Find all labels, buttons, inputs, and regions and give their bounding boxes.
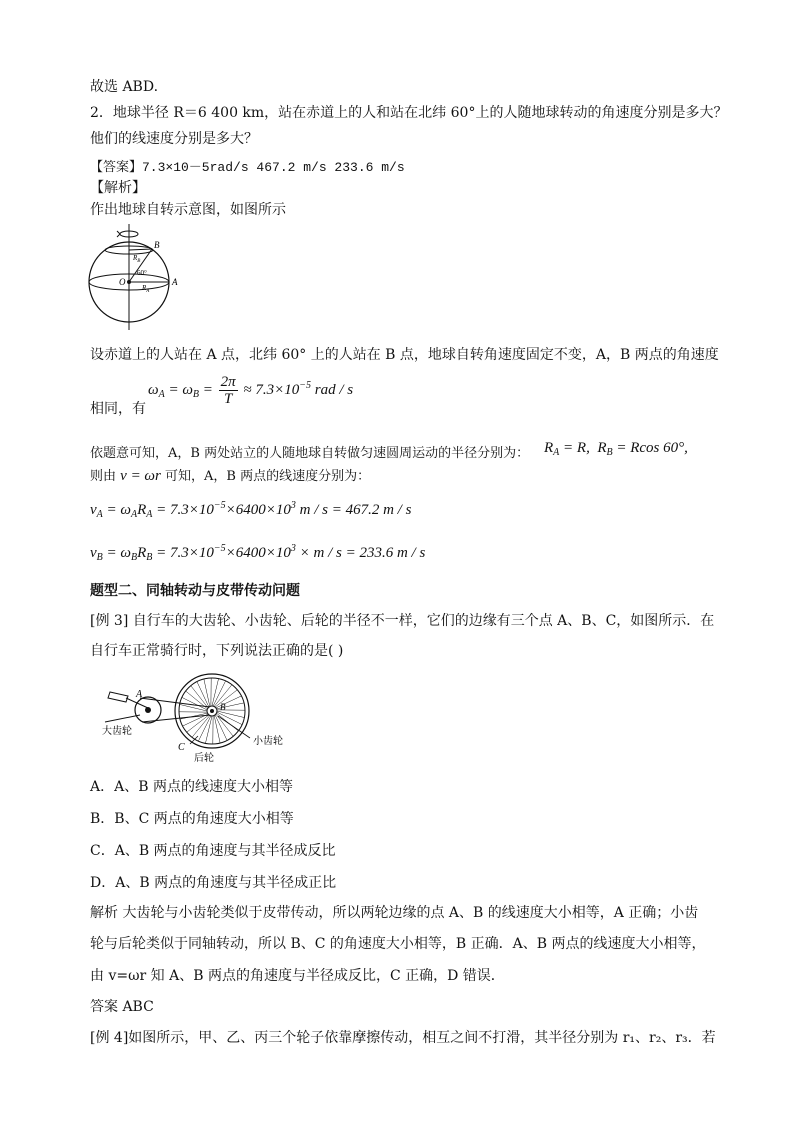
option-b: B．B、C 两点的角速度大小相等 xyxy=(90,811,294,827)
spoke xyxy=(216,714,233,736)
label-a: A xyxy=(136,689,143,700)
label-ra: $R_A$ xyxy=(142,284,150,294)
label-c: C xyxy=(178,742,185,753)
solution-line: 由 v=ωr 知 A、B 两点的角速度与半径成反比，C 正确，D 错误． xyxy=(90,968,505,984)
spoke xyxy=(192,716,210,738)
radius-rb xyxy=(129,249,152,250)
v-omega-r: v = ωr xyxy=(120,468,161,484)
label-o: O xyxy=(119,277,126,287)
text-line: 则由 v = ωr 可知，A，B 两点的线速度分别为： xyxy=(90,468,371,484)
label-angle: 60° xyxy=(137,269,147,277)
text-line: 相同，有 xyxy=(90,401,146,417)
answer-line: 【答案】7.3×10－5rad/s 467.2 m/s 233.6 m/s xyxy=(90,160,405,175)
omega-formula: $\omega_A = \omega_B$ = $\frac{2\pi}{T}$ ≈ $7.3\times 10^{-5}$ rad / s xyxy=(148,374,354,407)
answer-line: 答案 ABC xyxy=(90,999,154,1015)
label-big-gear: 大齿轮 xyxy=(102,726,132,737)
example-3-cont: 自行车正常骑行时，下列说法正确的是( ) xyxy=(90,643,344,659)
text-line: 依题意可知，A，B 两处站立的人随地球自转做匀速圆周运动的半径分别为： xyxy=(90,446,530,461)
option-a: A．A、B 两点的线速度大小相等 xyxy=(90,779,293,795)
option-c: C．A、B 两点的角速度与其半径成反比 xyxy=(90,843,336,859)
earth-rotation-diagram xyxy=(88,222,188,332)
label-b: B xyxy=(154,240,160,250)
example-3: [例 3] 自行车的大齿轮、小齿轮、后轮的半径不一样，它们的边缘有三个点 A、B、C，如图所示．在 xyxy=(90,613,715,629)
label-rb: $R_B$ xyxy=(133,254,141,264)
solution-line: 解析 大齿轮与小齿轮类似于皮带传动，所以两轮边缘的点 A、B 的线速度大小相等，A 正确；小齿 xyxy=(90,905,699,921)
question-2-cont: 他们的线速度分别是多大？ xyxy=(90,131,258,147)
center-point xyxy=(127,280,131,284)
label-small-gear: 小齿轮 xyxy=(253,736,283,747)
vb-formula: $v_B = \omega_BR_B = 7.3\times 10^{-5}\times 6400\times 10^3 \times m / s = 233.6$ m / s xyxy=(90,543,426,563)
radii-formula: $R_A = R$, $R_B = Rcos$ 60°, xyxy=(544,440,688,458)
text-line: 故选 ABD. xyxy=(90,79,159,95)
bicycle-gear-diagram xyxy=(100,670,300,770)
label-b: B xyxy=(220,702,226,712)
option-d: D．A、B 两点的角速度与其半径成正比 xyxy=(90,875,337,891)
solution-line: 轮与后轮类似于同轴转动，所以 B、C 的角速度大小相等，B 正确．A、B 两点的线速度大小相等， xyxy=(90,936,706,952)
section-heading: 题型二、同轴转动与皮带传动问题 xyxy=(90,583,300,599)
va-formula: $v_A = \omega_AR_A = 7.3\times 10^{-5}\times 6400\times 10^3$ m / s = 467.2 m / s xyxy=(90,500,412,520)
label-rear-wheel: 后轮 xyxy=(194,753,214,764)
spoke xyxy=(215,690,237,707)
example-4: [例 4]如图所示，甲、乙、丙三个轮子依靠摩擦传动，相互之间不打滑，其半径分别为 r₁、r₂、r₃．若 xyxy=(90,1030,716,1046)
analysis-label: 【解析】 xyxy=(90,180,146,196)
text-line: 作出地球自转示意图，如图所示 xyxy=(90,202,286,218)
spoke xyxy=(186,691,208,709)
question-2: 2．地球半径 R＝6 400 km，站在赤道上的人和站在北纬 60°上的人随地球转动的角速度分别是多大？ xyxy=(90,105,728,121)
pedal-crank xyxy=(108,692,128,702)
text-line: 设赤道上的人站在 A 点，北纬 60° 上的人站在 B 点，地球自转角速度固定不变，A，B 两点的角速度 xyxy=(90,347,719,363)
label-a: A xyxy=(172,277,178,287)
